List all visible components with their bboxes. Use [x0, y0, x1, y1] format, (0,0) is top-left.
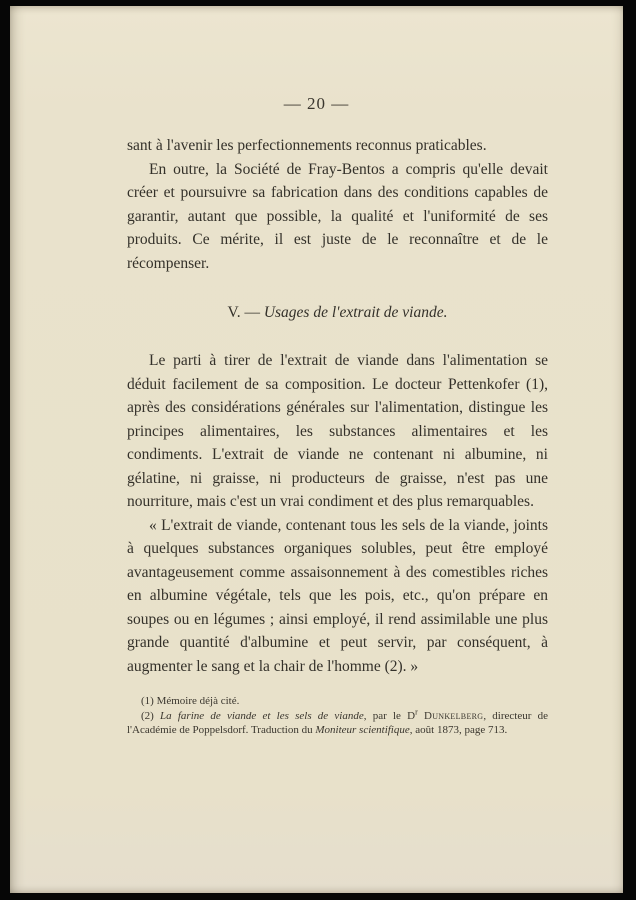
- footnote-2-title: La farine de viande et les sels de viande: [160, 709, 364, 722]
- footnote-2: [127, 706, 548, 738]
- paragraph-continuation: sant à l'avenir les perfectionnements reconnus praticables.: [127, 137, 487, 154]
- book-page: [10, 6, 623, 893]
- footnote-1: (1) Mémoire déjà cité.: [141, 695, 240, 707]
- paragraph-fray-bentos: En outre, la Société de Fray-Bentos a compris qu'elle devait créer et poursuivre sa fabrication dans des conditions capables de garantir, autant que possible, la qualité et l'uniformité de ses produits. Ce mérite, il est juste de le reconnaître et de le récompenser.: [127, 160, 548, 272]
- footnote-2-superscript: r: [415, 706, 418, 716]
- page-number: — 20 —: [283, 94, 350, 113]
- paragraph-quote: « L'extrait de viande, contenant tous les sels de la viande, joints à quelques substances organiques solubles, peut être employé avantageusement comme assaisonnement à des comestibles riches en albumine végétale, tels que les pois, etc., qu'on prépare en soupes ou en légumes ; ainsi employé, il rend assimilable une plus grande quantité d'albumine et peut servir, par conséquent, à augmenter le sang et la chair de l'homme (2). »: [127, 516, 548, 675]
- footnote-2-text2: , directeur de l'Académie de Poppelsdorf. Traduction du: [127, 709, 548, 736]
- section-heading: [127, 304, 548, 322]
- footnote-2-journal: Moniteur scientifique: [315, 724, 410, 736]
- footnote-2-text: , par le D: [363, 709, 416, 722]
- footnote-2-marker: (2): [141, 709, 161, 722]
- footnote-2-end: , août 1873, page 713.: [409, 724, 508, 736]
- footnotes: [127, 694, 548, 738]
- section-numeral: V.: [227, 304, 241, 321]
- footnote-2-author: Dunkelberg: [423, 709, 484, 722]
- section-separator: —: [240, 304, 264, 321]
- section-title: Usages de l'extrait de viande.: [263, 304, 448, 321]
- paragraph-usage: Le parti à tirer de l'extrait de viande dans l'alimentation se déduit facilement de sa composition. Le docteur Pettenkofer (1), après des considérations générales sur l'alimentation, distingue les principes alimentaires, les substances alimentaires et les condiments. L'extrait de viande ne contenant ni albumine, ni gélatine, ni graisse, ni producteurs de graisse, n'est pas une nourriture, mais c'est un vrai condiment et des plus remarquables.: [127, 352, 548, 510]
- text-block: [127, 134, 548, 738]
